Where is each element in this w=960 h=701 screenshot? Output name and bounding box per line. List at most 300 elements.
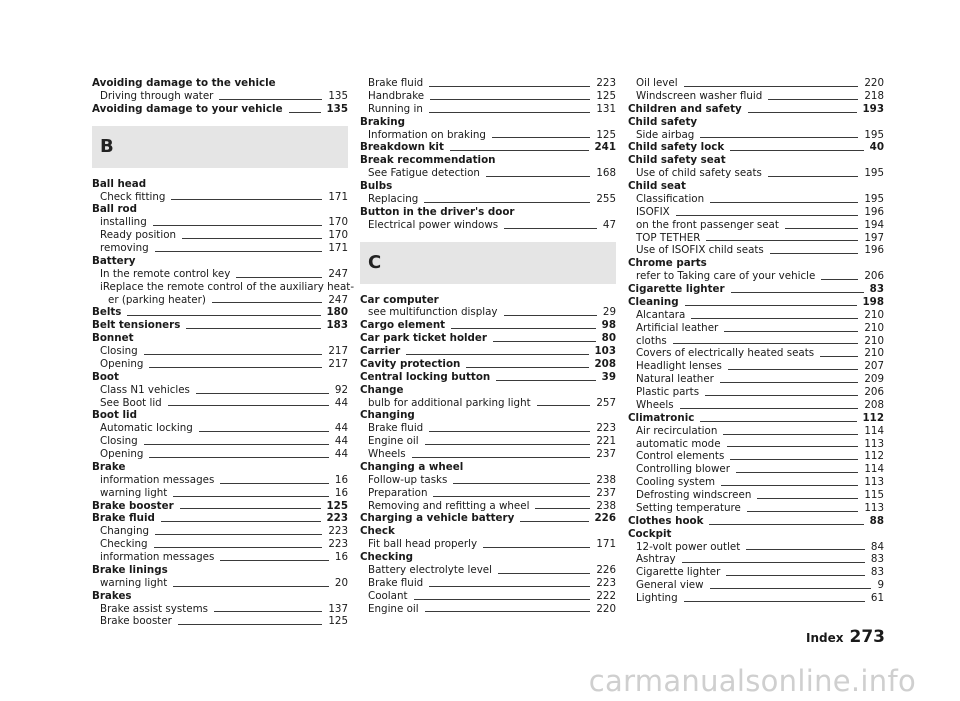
entry-page-number[interactable]: 208	[864, 398, 884, 411]
index-subentry[interactable]	[92, 268, 348, 281]
leader-line	[726, 575, 865, 576]
index-entry[interactable]	[360, 332, 616, 345]
leader-line	[168, 405, 329, 406]
entry-page-number[interactable]: 170	[328, 216, 348, 229]
entry-page-number[interactable]: 16	[334, 551, 348, 563]
leader-line	[173, 496, 329, 497]
entry-label: Carrier	[360, 345, 401, 357]
leader-line	[236, 277, 322, 278]
entry-page-number[interactable]: 237	[596, 448, 616, 460]
leader-line	[684, 86, 859, 87]
entry-label: warning light	[100, 486, 168, 499]
entry-page-number[interactable]: 131	[596, 102, 616, 115]
index-subentry[interactable]	[628, 270, 884, 283]
entry-label: Closing	[100, 345, 138, 357]
index-subentry[interactable]	[92, 487, 348, 500]
entry-page-number[interactable]: 210	[864, 308, 884, 321]
index-entry[interactable]	[628, 283, 884, 296]
index-subentry[interactable]	[360, 306, 616, 319]
leader-line	[700, 421, 856, 422]
leader-line	[730, 150, 863, 151]
index-subentry[interactable]	[360, 435, 616, 448]
index-subentry[interactable]	[628, 232, 884, 245]
entry-page-number[interactable]: 223	[328, 538, 348, 551]
index-entry	[92, 255, 348, 268]
entry-label: Child safety seat	[628, 154, 726, 167]
index-subentry[interactable]	[92, 551, 348, 564]
leader-line	[821, 279, 858, 280]
leader-line	[736, 472, 858, 473]
index-subentry[interactable]	[92, 358, 348, 371]
index-entry	[360, 461, 616, 474]
index-entry[interactable]	[92, 319, 348, 332]
index-subentry[interactable]	[628, 438, 884, 451]
index-subentry[interactable]	[92, 435, 348, 448]
index-subentry[interactable]	[360, 538, 616, 551]
index-subentry[interactable]	[628, 309, 884, 322]
index-entry	[92, 371, 348, 384]
leader-line	[149, 457, 328, 458]
entry-label: In the remote control key	[100, 267, 231, 280]
index-entry[interactable]	[360, 141, 616, 154]
leader-line	[433, 496, 590, 497]
entry-page-number[interactable]: 61	[870, 592, 884, 604]
index-subentry[interactable]	[628, 553, 884, 566]
entry-label: Ball rod	[92, 203, 137, 216]
leader-line	[220, 560, 329, 561]
entry-page-number[interactable]: 83	[869, 283, 884, 295]
entry-page-number[interactable]: 170	[328, 229, 348, 242]
leader-line	[706, 240, 858, 241]
index-subentry[interactable]	[92, 242, 348, 255]
entry-page-number[interactable]: 196	[864, 205, 884, 218]
entry-page-number[interactable]: 83	[870, 566, 884, 579]
entry-label: Opening	[100, 357, 144, 370]
index-subentry[interactable]	[628, 566, 884, 579]
entry-page-number[interactable]: 237	[596, 486, 616, 499]
entry-page-number[interactable]: 209	[864, 373, 884, 386]
entry-page-number[interactable]: 210	[864, 334, 884, 347]
entry-page-number[interactable]: 171	[328, 242, 348, 254]
index-subentry[interactable]	[360, 448, 616, 461]
entry-label: Headlight lenses	[636, 360, 722, 373]
entry-label: Windscreen washer fluid	[636, 89, 763, 102]
leader-line	[685, 305, 857, 306]
section-letter-header	[92, 126, 348, 168]
index-entry	[360, 154, 616, 167]
entry-label: refer to Taking care of your vehicle	[636, 270, 816, 283]
entry-label: Ready position	[100, 229, 177, 242]
entry-page-number[interactable]: 137	[328, 602, 348, 615]
entry-label: Brake fluid	[368, 77, 424, 89]
index-subentry[interactable]	[628, 77, 884, 90]
index-subentry[interactable]	[360, 590, 616, 603]
leader-line	[710, 588, 872, 589]
entry-page-number[interactable]: 112	[864, 450, 884, 463]
entry-page-number[interactable]: 220	[864, 77, 884, 89]
entry-page-number[interactable]: 114	[864, 424, 884, 437]
entry-page-number[interactable]: 223	[596, 77, 616, 89]
index-entry[interactable]	[628, 515, 884, 528]
entry-label: See Boot lid	[100, 396, 162, 409]
index-entry	[360, 384, 616, 397]
index-subentry[interactable]	[628, 476, 884, 489]
entry-page-number[interactable]: 206	[864, 386, 884, 398]
entry-label: Child seat	[628, 180, 686, 192]
entry-label: iReplace the remote control of the auxiliary heat-	[100, 280, 355, 293]
index-entry[interactable]	[92, 512, 348, 525]
entry-page-number[interactable]: 103	[594, 345, 616, 357]
entry-label: Defrosting windscreen	[636, 489, 752, 501]
index-subentry[interactable]	[360, 500, 616, 513]
leader-line	[496, 380, 595, 381]
entry-label: Opening	[100, 448, 144, 460]
entry-label: Brake booster	[92, 499, 174, 512]
entry-page-number[interactable]: 29	[602, 306, 616, 319]
footer-section-label: Index	[806, 631, 844, 645]
entry-page-number[interactable]: 197	[864, 231, 884, 244]
entry-label: 12-volt power outlet	[636, 540, 741, 553]
index-entry[interactable]	[628, 141, 884, 154]
index-subentry[interactable]	[628, 579, 884, 592]
index-subentry[interactable]	[628, 463, 884, 476]
index-entry	[628, 116, 884, 129]
index-subentry[interactable]	[92, 422, 348, 435]
index-subentry[interactable]	[360, 219, 616, 232]
entry-label: Chrome parts	[628, 257, 707, 270]
entry-page-number[interactable]: 195	[864, 167, 884, 180]
index-subentry[interactable]	[92, 90, 348, 103]
leader-line	[492, 137, 590, 138]
index-subentry[interactable]	[628, 335, 884, 348]
entry-page-number[interactable]: 210	[864, 321, 884, 334]
entry-page-number[interactable]: 16	[334, 486, 348, 499]
leader-line	[178, 624, 322, 625]
entry-label: Boot	[92, 370, 119, 383]
leader-line	[728, 369, 859, 370]
entry-page-number[interactable]: 208	[594, 357, 616, 370]
index-subentry[interactable]	[92, 525, 348, 538]
entry-page-number[interactable]: 210	[864, 347, 884, 360]
index-subentry[interactable]	[92, 474, 348, 487]
entry-label: Electrical power windows	[368, 218, 499, 231]
index-entry[interactable]	[360, 345, 616, 358]
entry-label: Belt tensioners	[92, 319, 181, 332]
entry-page-number[interactable]: 226	[596, 563, 616, 576]
entry-page-number[interactable]: 247	[328, 267, 348, 280]
index-entry[interactable]	[628, 296, 884, 309]
index-subentry[interactable]	[628, 193, 884, 206]
index-subentry[interactable]	[360, 90, 616, 103]
leader-line	[429, 586, 590, 587]
index-subentry[interactable]	[628, 541, 884, 554]
entry-page-number[interactable]: 20	[334, 576, 348, 589]
index-subentry[interactable]	[360, 487, 616, 500]
index-subentry[interactable]	[628, 206, 884, 219]
entry-label: Cleaning	[628, 295, 679, 308]
entry-page-number[interactable]: 44	[334, 422, 348, 435]
index-entry	[360, 525, 616, 538]
entry-page-number[interactable]: 84	[870, 540, 884, 553]
entry-page-number[interactable]: 247	[328, 293, 348, 306]
index-subentry[interactable]	[628, 592, 884, 605]
entry-page-number[interactable]: 16	[334, 473, 348, 486]
section-letter-header	[360, 242, 616, 284]
entry-page-number[interactable]: 88	[869, 514, 884, 527]
entry-page-number[interactable]: 257	[596, 396, 616, 409]
leader-line	[161, 521, 321, 522]
index-subentry[interactable]	[92, 191, 348, 204]
index-subentry[interactable]	[628, 450, 884, 463]
entry-page-number[interactable]: 113	[864, 476, 884, 489]
index-subentry[interactable]	[92, 345, 348, 358]
entry-label: Wheels	[636, 398, 674, 411]
index-subentry[interactable]	[92, 294, 348, 307]
index-entry	[628, 528, 884, 541]
index-subentry[interactable]	[92, 397, 348, 410]
entry-page-number[interactable]: 196	[864, 244, 884, 257]
index-entry[interactable]	[360, 371, 616, 384]
index-entry[interactable]	[92, 500, 348, 513]
leader-line	[483, 547, 590, 548]
index-subentry[interactable]	[360, 564, 616, 577]
entry-page-number[interactable]: 80	[601, 332, 616, 345]
entry-page-number[interactable]: 47	[602, 218, 616, 231]
entry-page-number[interactable]: 98	[601, 319, 616, 332]
entry-label: Cooling system	[636, 476, 716, 489]
index-subentry[interactable]	[628, 502, 884, 515]
leader-line	[412, 457, 591, 458]
entry-page-number[interactable]: 238	[596, 473, 616, 486]
index-subentry[interactable]	[360, 422, 616, 435]
entry-label: Follow-up tasks	[368, 473, 448, 486]
entry-page-number[interactable]: 125	[596, 128, 616, 141]
entry-page-number[interactable]: 44	[334, 435, 348, 448]
index-subentry[interactable]	[92, 216, 348, 229]
entry-page-number[interactable]: 39	[601, 370, 616, 383]
index-entry[interactable]	[628, 412, 884, 425]
index-subentry[interactable]	[92, 615, 348, 628]
index-subentry[interactable]	[92, 229, 348, 242]
entry-page-number[interactable]: 114	[864, 463, 884, 476]
entry-page-number[interactable]: 44	[334, 448, 348, 460]
leader-line	[429, 86, 590, 87]
leader-line	[414, 599, 591, 600]
leader-line	[155, 534, 322, 535]
index-subentry[interactable]	[628, 347, 884, 360]
index-entry[interactable]	[360, 512, 616, 525]
entry-page-number[interactable]: 183	[326, 319, 348, 332]
index-subentry[interactable]	[92, 538, 348, 551]
index-subentry[interactable]	[628, 244, 884, 257]
entry-page-number[interactable]: 115	[864, 489, 884, 501]
index-entry	[360, 206, 616, 219]
entry-label: Check	[360, 525, 395, 538]
index-subentry[interactable]	[360, 397, 616, 410]
entry-page-number[interactable]: 218	[864, 89, 884, 102]
entry-label: Breakdown kit	[360, 141, 444, 154]
page-footer	[806, 627, 885, 647]
entry-label: Climatronic	[628, 411, 695, 424]
entry-page-number[interactable]: 180	[326, 306, 348, 319]
index-entry	[360, 409, 616, 422]
entry-page-number[interactable]: 113	[864, 437, 884, 450]
entry-label: er (parking heater)	[108, 293, 206, 306]
entry-page-number[interactable]: 238	[596, 499, 616, 512]
leader-line	[450, 150, 589, 151]
index-subentry	[92, 280, 355, 294]
leader-line	[730, 459, 858, 460]
entry-page-number[interactable]: 255	[596, 192, 616, 205]
entry-label: Button in the driver's door	[360, 205, 515, 218]
entry-page-number[interactable]: 223	[596, 422, 616, 435]
index-subentry[interactable]	[360, 103, 616, 116]
entry-label: Avoiding damage to your vehicle	[92, 102, 283, 115]
entry-label: Brakes	[92, 589, 132, 602]
entry-label: Check fitting	[100, 190, 166, 203]
entry-page-number[interactable]: 40	[869, 141, 884, 154]
leader-line	[173, 586, 329, 587]
index-subentry[interactable]	[628, 219, 884, 232]
leader-line	[700, 137, 858, 138]
entry-page-number[interactable]: 226	[594, 512, 616, 525]
entry-label: Coolant	[368, 589, 408, 602]
leader-line	[746, 549, 865, 550]
entry-label: Brake fluid	[368, 422, 424, 435]
entry-page-number[interactable]: 217	[328, 357, 348, 370]
entry-label: Changing	[100, 525, 150, 538]
index-subentry[interactable]	[360, 193, 616, 206]
index-entry[interactable]	[92, 103, 348, 116]
entry-page-number[interactable]: 195	[864, 192, 884, 205]
entry-page-number[interactable]: 198	[862, 295, 884, 308]
entry-page-number[interactable]: 44	[334, 396, 348, 409]
index-subentry[interactable]	[628, 360, 884, 373]
entry-page-number[interactable]: 223	[328, 525, 348, 538]
index-entry	[628, 257, 884, 270]
index-entry	[92, 564, 348, 577]
entry-page-number[interactable]: 207	[864, 360, 884, 373]
entry-page-number[interactable]: 168	[596, 167, 616, 180]
leader-line	[724, 331, 858, 332]
entry-page-number[interactable]: 222	[596, 589, 616, 602]
index-subentry[interactable]	[628, 386, 884, 399]
leader-line	[180, 508, 321, 509]
entry-page-number[interactable]: 171	[596, 538, 616, 551]
index-subentry[interactable]	[92, 448, 348, 461]
entry-label: installing	[100, 216, 147, 229]
index-subentry[interactable]	[360, 167, 616, 180]
entry-page-number[interactable]: 193	[862, 102, 884, 115]
index-entry[interactable]	[92, 306, 348, 319]
index-subentry[interactable]	[628, 167, 884, 180]
index-subentry[interactable]	[360, 474, 616, 487]
leader-line	[504, 228, 597, 229]
entry-page-number[interactable]: 206	[864, 270, 884, 283]
leader-line	[504, 315, 597, 316]
index-entry	[92, 590, 348, 603]
entry-page-number[interactable]: 9	[877, 579, 884, 592]
entry-page-number[interactable]: 125	[326, 499, 348, 512]
entry-page-number[interactable]: 241	[594, 141, 616, 154]
leader-line	[770, 253, 859, 254]
index-entry	[92, 409, 348, 422]
leader-line	[723, 434, 858, 435]
index-subentry[interactable]	[628, 489, 884, 502]
index-subentry[interactable]	[628, 90, 884, 103]
entry-label: Cargo element	[360, 319, 446, 332]
index-subentry[interactable]	[628, 322, 884, 335]
entry-label: Artificial leather	[636, 321, 719, 334]
index-subentry[interactable]	[628, 425, 884, 438]
entry-page-number[interactable]: 92	[334, 383, 348, 396]
entry-page-number[interactable]: 217	[328, 345, 348, 357]
leader-line	[498, 573, 590, 574]
entry-page-number[interactable]: 125	[328, 615, 348, 628]
entry-label: Control elements	[636, 450, 725, 463]
entry-label: Brake fluid	[92, 512, 155, 525]
entry-label: on the front passenger seat	[636, 218, 779, 231]
entry-page-number[interactable]: 83	[870, 553, 884, 566]
entry-page-number[interactable]: 135	[326, 102, 348, 115]
entry-page-number[interactable]: 125	[596, 89, 616, 102]
index-entry	[360, 180, 616, 193]
entry-label: Change	[360, 383, 404, 396]
entry-page-number[interactable]: 113	[864, 501, 884, 514]
index-subentry[interactable]	[628, 129, 884, 142]
entry-label: Bonnet	[92, 332, 134, 345]
entry-label: Changing	[360, 409, 415, 422]
index-entry[interactable]	[628, 103, 884, 116]
index-subentry[interactable]	[92, 577, 348, 590]
entry-label: Information on braking	[368, 128, 486, 141]
leader-line	[747, 511, 858, 512]
entry-label: Class N1 vehicles	[100, 383, 190, 396]
index-subentry[interactable]	[360, 77, 616, 90]
index-subentry[interactable]	[92, 603, 348, 616]
entry-page-number[interactable]: 220	[596, 602, 616, 615]
entry-label: Covers of electrically heated seats	[636, 347, 815, 360]
leader-line	[721, 485, 858, 486]
entry-page-number[interactable]: 194	[864, 218, 884, 231]
index-entry[interactable]	[360, 319, 616, 332]
entry-page-number[interactable]: 223	[326, 512, 348, 525]
entry-page-number[interactable]: 112	[862, 411, 884, 424]
entry-label: cloths	[636, 334, 667, 347]
entry-label: Avoiding damage to the vehicle	[92, 77, 276, 89]
entry-page-number[interactable]: 171	[328, 190, 348, 203]
leader-line	[731, 292, 864, 293]
leader-line	[149, 367, 322, 368]
entry-page-number[interactable]: 221	[596, 435, 616, 448]
entry-page-number[interactable]: 135	[328, 89, 348, 102]
index-subentry[interactable]	[628, 399, 884, 412]
index-subentry[interactable]	[360, 129, 616, 142]
index-subentry[interactable]	[92, 384, 348, 397]
entry-label: Closing	[100, 435, 138, 448]
entry-label: Natural leather	[636, 373, 714, 386]
entry-page-number[interactable]: 195	[864, 128, 884, 141]
leader-line	[684, 601, 865, 602]
entry-label: Lighting	[636, 592, 678, 604]
index-subentry[interactable]	[360, 603, 616, 616]
index-entry[interactable]	[360, 358, 616, 371]
watermark	[0, 664, 960, 698]
entry-page-number[interactable]: 223	[596, 576, 616, 589]
leader-line	[182, 238, 322, 239]
index-subentry[interactable]	[360, 577, 616, 590]
index-subentry[interactable]	[628, 373, 884, 386]
